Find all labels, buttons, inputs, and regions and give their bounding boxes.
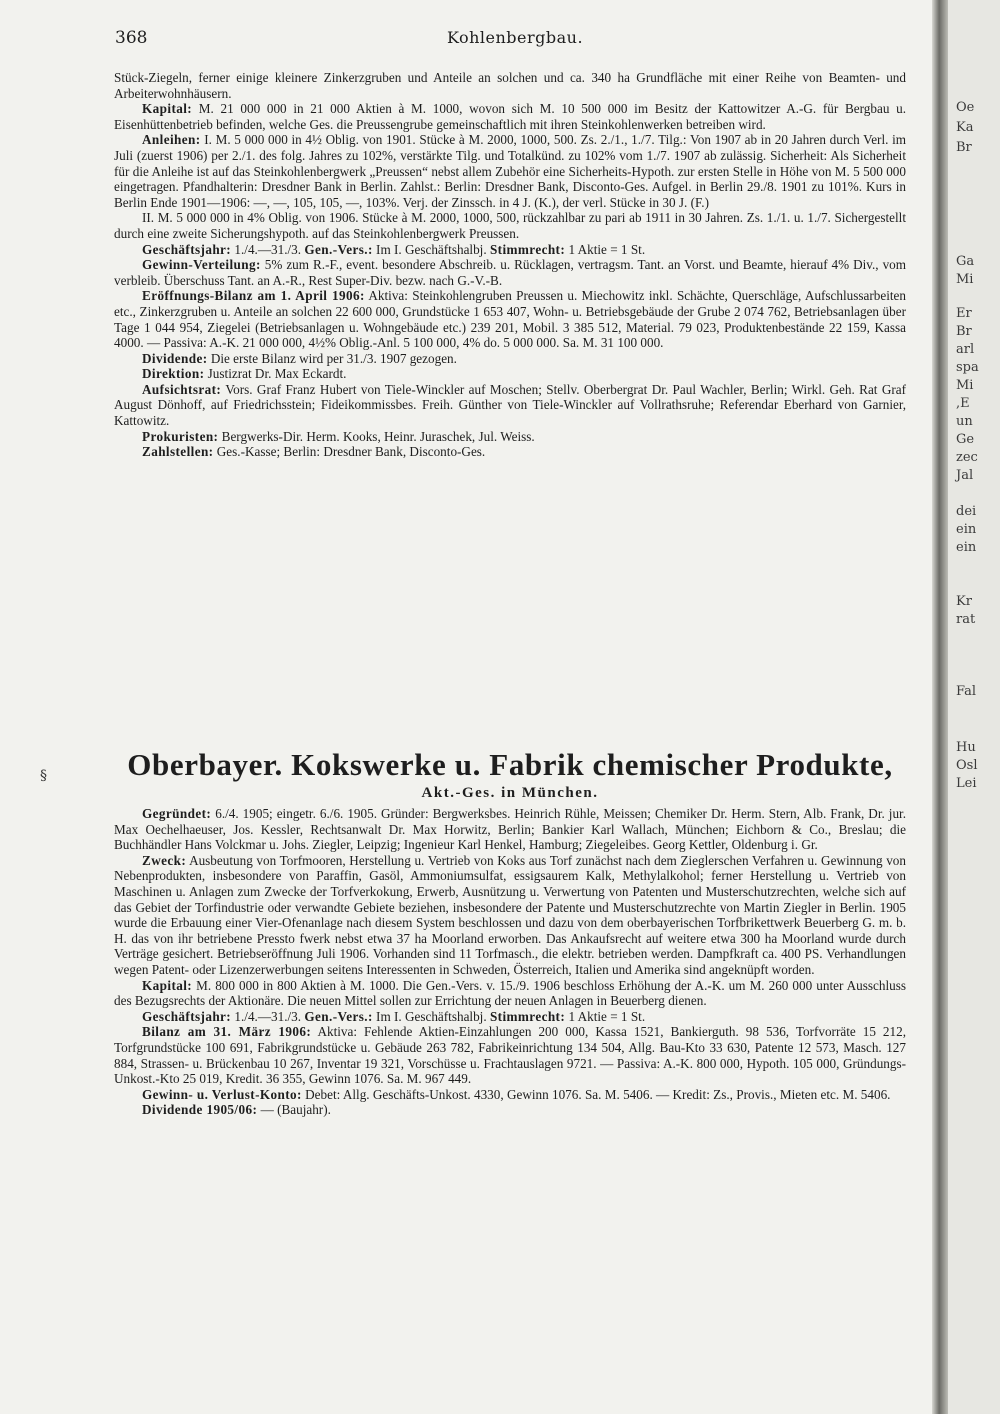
gegruendet-text: 6./4. 1905; eingetr. 6./6. 1905. Gründer: Bergwerksbes. Heinrich Rühle, Meissen; Chemiker Dr. Herm. Stern, Alb. Frank, Dr. jur. Max Oechelhaeuser, Jos. Kessler, Rechtsanwalt Dr. Max Horwitz, Berlin; Bankier Karl Wallach, München; Eichborn & Co., Breslau; die Buchhändler Hans Volckmar u. Johs. Ziegler, Leipzig; Ingenieur Karl Henkel, Hamburg; Ziegeleibes. Georg Kettler, Oldenburg i. Gr. [114, 806, 907, 853]
stimmrecht-text: 1 Aktie = 1 St. [568, 241, 646, 257]
margin-fragment: Br [956, 324, 972, 339]
geschaeftsjahr2-paragraph [114, 1009, 906, 1025]
entry-oberbayer-kokswerke [114, 748, 906, 1118]
geschaeftsjahr-label: Geschäftsjahr: [142, 241, 232, 257]
book-gutter [932, 0, 948, 1414]
zahlstellen-label: Zahlstellen: [142, 444, 214, 460]
dividende-text: Die erste Bilanz wird per 31./3. 1907 gezogen. [210, 350, 457, 366]
kapital2-paragraph [114, 978, 906, 1009]
bilanz2-text: Aktiva: Fehlende Aktien-Einzahlungen 200 000, Kassa 1521, Bankierguth. 98 536, Torfvorräte 15 212, Torfgrundstücke 100 691, Fabrikgrundstücke u. Gebäude 263 782, Fabrikeinrichtung 134 504, Allg. Bau-Kto 33 630, Patente 12 573, Masch. 127 884, Strassen- u. Brückenbau 10 267, Inventar 19 321, Vorschüsse u. Frachtauslagen 9721. — Passiva: A.-K. 800 000, Hypoth. 105 000, Gründungs-Unkost.-Kto 25 019, Kredit. 36 355, Gewinn 1076. Sa. M. 967 449. [114, 1024, 907, 1087]
gewinn-verteilung-text: 5% zum R.-F., event. besondere Abschreib. u. Rücklagen, vertragsm. Tant. an Vorst. und Beamte, hierauf 4% Div., vom verbleib. Überschuss Tant. an A.-R., Rest Super-Div. bezw. nach G.-V.-B. [114, 257, 907, 288]
geschaeftsjahr2-text: 1./4.—31./3. [234, 1008, 302, 1024]
direktion-text: Justizrat Dr. Max Eckardt. [207, 366, 347, 382]
margin-fragment: ein [956, 522, 977, 537]
aufsichtsrat-label: Aufsichtsrat: [142, 381, 222, 397]
kapital-label: Kapital: [142, 101, 193, 117]
margin-fragment: zec [956, 450, 978, 465]
bilanz2-paragraph [114, 1024, 906, 1086]
stray-mark: § [40, 768, 47, 784]
stimmrecht-label: Stimmrecht: [489, 241, 566, 257]
dividende2-paragraph [114, 1102, 906, 1118]
prokuristen-paragraph [114, 429, 906, 445]
aufsichtsrat-paragraph [114, 382, 906, 429]
kapital2-label: Kapital: [142, 977, 193, 993]
dividende-label: Dividende: [142, 350, 208, 366]
guv-label: Gewinn- u. Verlust-Konto: [142, 1086, 302, 1102]
direktion-paragraph [114, 366, 906, 382]
gegruendet-label: Gegründet: [142, 806, 212, 821]
margin-fragment: Lei [956, 776, 977, 791]
guv-text: Debet: Allg. Geschäfts-Unkost. 4330, Gewinn 1076. Sa. M. 5406. — Kredit: Zs., Provis., Mieten etc. M. 5406. [305, 1086, 891, 1102]
margin-fragment: Br [956, 140, 972, 155]
page-header [115, 28, 915, 52]
company-title: Oberbayer. Kokswerke u. Fabrik chemischer Produkte, [127, 747, 893, 782]
margin-fragment: Ga [956, 254, 975, 269]
anleihen-label: Anleihen: [142, 132, 201, 148]
genvers2-label: Gen.-Vers.: [304, 1008, 373, 1024]
margin-fragment: Oe [956, 100, 975, 115]
kapital-text: M. 21 000 000 in 21 000 Aktien à M. 1000, wovon sich M. 10 500 000 im Besitz der Kattowitzer A.-G. für Bergbau u. Eisenhüttenbetrieb befinden, welche Ges. die Preussengrube gemeinschaftlich mit ihren Steinkohlenwerken betreiben wird. [114, 101, 907, 132]
margin-fragment: Osl [956, 758, 978, 773]
anleihen-text: I. M. 5 000 000 in 4½ Oblig. von 1901. Stücke à M. 2000, 1000, 500. Zs. 2./1., 1./7. Tilg.: Von 1907 ab in 20 Jahren durch Verl. im Juli (zuerst 1906) per 2./1. des folg. Jahres zu 102%, verstärkte Tilg. und Totalkünd. zu 102% vom 1./7. 1907 ab zulässig. Sicherheit: Als Sicherheit für die Anleihe ist auf das Steinkohlenbergwerk „Preussen“ nebst allem Zubehör eine Sicherheits-Hypoth. zur ersten Stelle in Höhe von M. 5 500 000 eingetragen. Pfandhalterin: Dresdner Bank in Berlin. Zahlst.: Berlin: Dresdner Bank, Disconto-Ges. Aufgel. in Berlin 29./8. 1901 zu 101%. Kurs in Berlin Ende 1901—1906: —, —, 105, 105, —, 103%. Verj. der Zinssch. in 4 J. (K.), der verl. Stücke in 30 J. (F.) [114, 132, 907, 210]
margin-fragment: Ka [956, 120, 974, 135]
margin-fragment: ,E [956, 396, 970, 411]
margin-fragment: spa [956, 360, 979, 375]
margin-fragment: Hu [956, 740, 976, 755]
next-page-margin [948, 0, 1000, 1414]
stimmrecht2-label: Stimmrecht: [489, 1008, 566, 1024]
dividende2-text: — (Baujahr). [260, 1102, 331, 1118]
eroeffnungs-bilanz-label: Eröffnungs-Bilanz am 1. April 1906: [142, 288, 365, 304]
zahlstellen-paragraph [114, 444, 906, 460]
geschaeftsjahr2-label: Geschäftsjahr: [142, 1008, 232, 1024]
genvers2-text: Im I. Geschäftshalbj. [376, 1008, 487, 1024]
margin-fragment: Fal [956, 684, 977, 699]
dividende2-label: Dividende 1905/06: [142, 1102, 258, 1118]
anleihen-paragraph [114, 132, 906, 210]
direktion-label: Direktion: [142, 366, 205, 382]
genvers-text: Im I. Geschäftshalbj. [376, 241, 487, 257]
margin-fragment: arl [956, 342, 975, 357]
eroeffnungs-bilanz-paragraph [114, 288, 906, 350]
anleihe-ii-paragraph: II. M. 5 000 000 in 4% Oblig. von 1906. Stücke à M. 2000, 1000, 500, rückzahlbar zu pari ab 1911 in 30 Jahren. Zs. 1./1. u. 1./7. Sichergestellt durch eine zweite Sicherungshypoth. auf das Steinkohlenbergwerk Preussen. [114, 210, 906, 241]
prokuristen-label: Prokuristen: [142, 428, 219, 444]
kapital2-text: M. 800 000 in 800 Aktien à M. 1000. Die Gen.-Vers. v. 15./9. 1906 beschloss Erhöhung der A.-K. um M. 260 000 unter Ausschluss des Bezugsrechts der Aktionäre. Die neuen Mittel sollen zur Errichtung der neuen Anlagen in Beuerberg dienen. [114, 977, 907, 1009]
guv-paragraph [114, 1087, 906, 1103]
entry-preussengrube [114, 70, 906, 460]
gewinn-verteilung-label: Gewinn-Verteilung: [142, 257, 261, 273]
margin-fragment: Mi [956, 272, 974, 287]
margin-fragment: rat [956, 612, 976, 627]
zweck-text: Ausbeutung von Torfmooren, Herstellung u. Vertrieb von Koks aus Torf zunächst nach dem Zieglerschen Verfahren u. Gewinnung von Nebenprodukten, insbesondere von Paraffin, Gasöl, Ammoniumsulfat, essigsaurem Kalk, Methylalkohol; ferner Herstellung u. Vertrieb von Maschinen u. Anlagen zum Zwecke der Torfverkokung, Erwerb, Ausnützung u. Verwertung von Patenten und Musterschutzrechten, welche sich auf das Gebiet der Torfindustrie oder verwandte Gebiete beziehen, insbesondere der Patente und Musterschutzrechte von Martin Ziegler in Berlin. 1905 wurde die Erbauung einer Vier-Ofenanlage nach diesem System beschlossen und dazu von dem oberbayerischen Torfbrikettwerk Beuerberg G. m. b. H. das von ihr betriebene Pressto fwerk nebst etwa 37 ha Moorland erworben. Das Ankaufsrecht auf weitere etwa 300 ha Moorland wurde durch Verträge gesichert. Betriebseröffnung Juli 1906. Vorhanden sind 11 Torfmasch., die elektr. betrieben werden. Dampfkraft ca. 400 PS. Verhandlungen wegen Patent- oder Lizenzerwerbungen seitens Interessenten in Schweden, Österreich, Italien und Amerika sind angeknüpft worden. [114, 852, 906, 977]
geschaeftsjahr-paragraph [114, 242, 906, 258]
page-number: 368 [115, 28, 148, 48]
margin-fragment: dei [956, 504, 977, 519]
prokuristen-text: Bergwerks-Dir. Herm. Kooks, Heinr. Juraschek, Jul. Weiss. [221, 428, 535, 444]
entry-intro: Stück-Ziegeln, ferner einige kleinere Zinkerzgruben und Anteile an solchen und ca. 340 ha Grundfläche mit einer Reihe von Beamten- und Arbeiterwohnhäusern. [114, 70, 906, 101]
margin-fragment: ein [956, 540, 977, 555]
margin-fragment: Ge [956, 432, 975, 447]
margin-fragment: Mi [956, 378, 974, 393]
margin-fragment: Kr [956, 594, 972, 609]
company-subtitle: Akt.-Ges. in München. [421, 785, 599, 801]
running-head: Kohlenbergbau. [446, 28, 584, 47]
genvers-label: Gen.-Vers.: [304, 241, 373, 257]
aufsichtsrat-text: Vors. Graf Franz Hubert von Tiele-Winckler auf Moschen; Stellv. Oberbergrat Dr. Paul Wachler, Berlin; Wirkl. Geh. Rat Graf August Dönhoff, auf Friedrichsstein; Fideikommissbes. Freih. Günther von Tiele-Winckler auf Vollrathsruhe; Referendar Eberhard von Garnier, Kattowitz. [114, 381, 907, 429]
gegruendet-paragraph [114, 806, 906, 853]
bilanz2-label: Bilanz am 31. März 1906: [142, 1024, 312, 1040]
margin-fragment: Jal [956, 468, 974, 483]
margin-fragment: Er [956, 306, 972, 321]
zahlstellen-text: Ges.-Kasse; Berlin: Dresdner Bank, Disconto-Ges. [216, 444, 486, 460]
zweck-paragraph [114, 853, 906, 978]
dividende-paragraph [114, 351, 906, 367]
gewinn-verteilung-paragraph [114, 257, 906, 288]
eroeffnungs-bilanz-text: Aktiva: Steinkohlengruben Preussen u. Miechowitz inkl. Schächte, Querschläge, Aufschlussarbeiten etc., Zinkerzgruben u. Anteile an solchen 22 600 000, Grundstücke 1 653 407, Wohn- u. Betriebsgebäude der Grube 2 074 762, Betriebsanlagen über Tage 1 044 954, Ziegelei (Betriebsanlagen u. Wohngebäude etc.) 239 201, Mobil. 3 385 512, Material. 79 023, Produktenbestände 22 159, Kassa 4000. — Passiva: A.-K. 21 000 000, 4½% Oblig.-Anl. 5 100 000, 4% do. 5 000 000. Sa. M. 31 100 000. [114, 288, 906, 351]
kapital-paragraph [114, 101, 906, 132]
stimmrecht2-text: 1 Aktie = 1 St. [568, 1008, 646, 1024]
zweck-label: Zweck: [142, 852, 187, 868]
margin-fragment: un [956, 414, 973, 429]
geschaeftsjahr-text: 1./4.—31./3. [234, 241, 302, 257]
